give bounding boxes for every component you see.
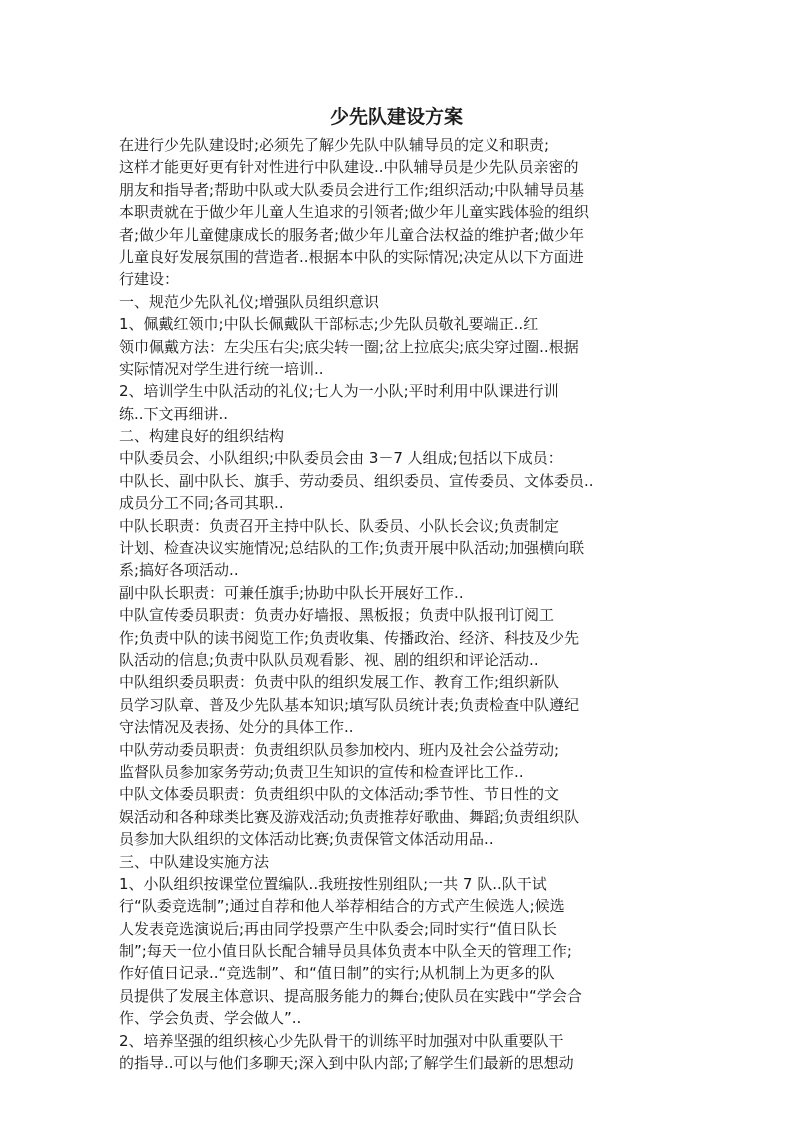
text-line: 副中队长职责：可兼任旗手;协助中队长开展好工作.. [119, 583, 464, 602]
text-line: 中队委员会、小队组织;中队委员会由 3－7 人组成;包括以下成员： [119, 449, 563, 468]
text-line: 实际情况对学生进行统一培训.. [119, 359, 324, 378]
text-line: 2、培训学生中队活动的礼仪;七人为一小队;平时利用中队课进行训 [119, 382, 559, 401]
text-line: 守法情况及表扬、处分的具体工作.. [119, 718, 354, 737]
text-line: 员参加大队组织的文体活动比赛;负责保管文体活动用品.. [119, 830, 494, 849]
text-line: 中队组织委员职责：负责中队的组织发展工作、教育工作;组织新队 [119, 673, 560, 692]
section-heading: 三、中队建设实施方法 [119, 852, 270, 871]
document-body [119, 134, 639, 1074]
text-line: 中队长、副中队长、旗手、劳动委员、组织委员、宣传委员、文体委员.. [119, 471, 594, 490]
text-line: 系;搞好各项活动.. [119, 561, 239, 580]
text-line: 娱活动和各种球类比赛及游戏活动;负责推荐好歌曲、舞蹈;负责组织队 [119, 807, 580, 826]
text-line: 员学习队章、普及少先队基本知识;填写队员统计表;负责检查中队遵纪 [119, 695, 580, 714]
text-line: 中队长职责：负责召开主持中队长、队委员、小队长会议;负责制定 [119, 516, 560, 535]
text-line: 作好值日记录..“竞选制”、和“值日制”的实行;从机制上为更多的队 [119, 964, 555, 983]
text-line: 制”;每天一位小值日队长配合辅导员具体负责本中队全天的管理工作; [119, 942, 572, 961]
text-line: 本职责就在于做少年儿童人生追求的引领者;做少年儿童实践体验的组织 [119, 203, 590, 222]
text-line: 1、小队组织按课堂位置编队..我班按性别组队;一共 7 队..队干试 [119, 874, 547, 893]
text-line: 作、学会负责、学会做人”.. [119, 1009, 302, 1028]
text-line: 中队劳动委员职责：负责组织队员参加校内、班内及社会公益劳动; [119, 740, 560, 759]
section-heading: 二、构建良好的组织结构 [119, 427, 285, 446]
text-line: 儿童良好发展氛围的营造者..根据本中队的实际情况;决定从以下方面进 [119, 247, 584, 266]
text-line: 在进行少先队建设时;必须先了解少先队中队辅导员的定义和职责; [119, 136, 550, 154]
text-line: 这样才能更好更有针对性进行中队建设..中队辅导员是少先队员亲密的 [119, 158, 579, 177]
text-line: 监督队员参加家务劳动;负责卫生知识的宣传和检查评比工作.. [119, 762, 524, 781]
text-line: 作;负责中队的读书阅览工作;负责收集、传播政治、经济、科技及少先 [119, 628, 580, 647]
text-line: 成员分工不同;各司其职.. [119, 494, 284, 513]
page-title: 少先队建设方案 [329, 106, 463, 128]
text-line: 队活动的信息;负责中队队员观看影、视、剧的组织和评论活动.. [119, 650, 539, 669]
text-line: 员提供了发展主体意识、提高服务能力的舞台;使队员在实践中“学会合 [119, 986, 582, 1005]
text-line: 行建设： [119, 270, 180, 289]
text-line: 中队文体委员职责：负责组织中队的文体活动;季节性、节日性的文 [119, 785, 560, 804]
text-line: 朋友和指导者;帮助中队或大队委员会进行工作;组织活动;中队辅导员基 [119, 180, 585, 199]
text-line: 练..下文再细讲.. [119, 404, 229, 423]
text-line: 行“队委竞选制”;通过自荐和他人举荐相结合的方式产生候选人;候选 [119, 897, 565, 916]
text-line: 2、培养坚强的组织核心少先队骨干的训练平时加强对中队重要队干 [119, 1031, 564, 1050]
text-line: 计划、检查决议实施情况;总结队的工作;负责开展中队活动;加强横向联 [119, 539, 585, 558]
section-heading: 一、规范少先队礼仪;增强队员组织意识 [119, 292, 380, 311]
text-line: 1、佩戴红领巾;中队长佩戴队干部标志;少先队员敬礼要端正..红 [119, 315, 539, 334]
text-line: 人发表竞选演说后;再由同学投票产生中队委会;同时实行“值日队长 [119, 919, 557, 938]
text-line: 者;做少年儿童健康成长的服务者;做少年儿童合法权益的维护者;做少年 [119, 225, 585, 244]
text-line: 领巾佩戴方法：左尖压右尖;底尖转一圈;岔上拉底尖;底尖穿过圈..根据 [119, 337, 579, 356]
text-line: 中队宣传委员职责：负责办好墙报、黑板报；负责中队报刊订阅工 [119, 606, 555, 625]
text-line: 的指导..可以与他们多聊天;深入到中队内部;了解学生们最新的思想动 [119, 1054, 574, 1073]
